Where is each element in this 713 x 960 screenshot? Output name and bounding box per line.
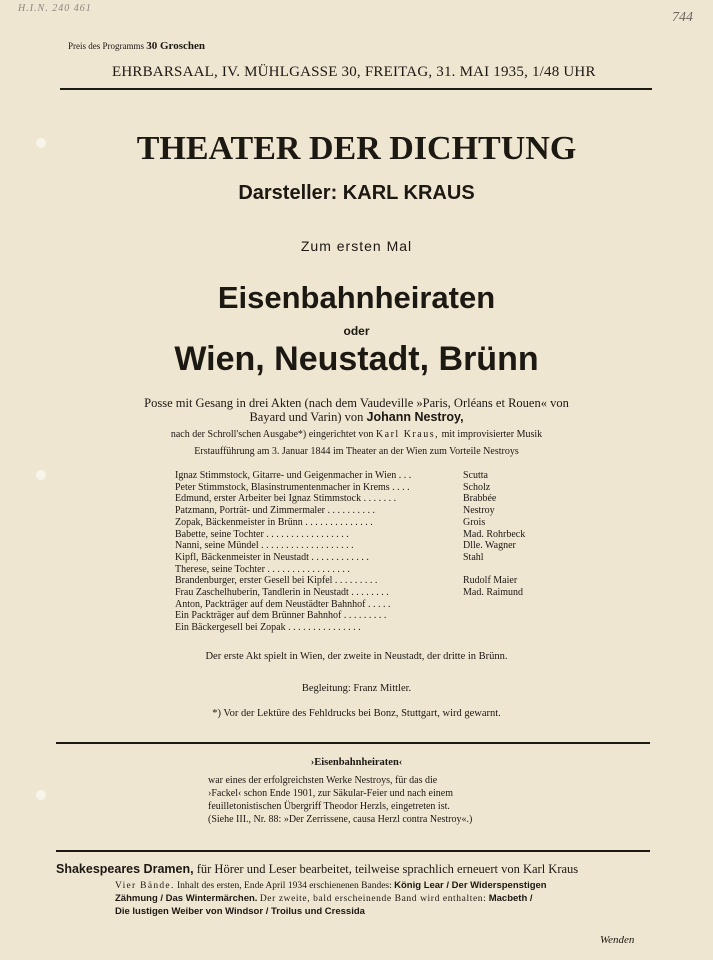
cast-actor: Stahl: [463, 551, 484, 563]
price-value: 30 Groschen: [146, 40, 206, 52]
ad-second-titles: Macbeth /: [488, 893, 533, 904]
box-top-rule: [56, 742, 650, 744]
cast-row: [175, 575, 555, 587]
play-title: Eisenbahnheiraten: [217, 280, 496, 315]
ad-second-volume: Der zweite, bald erscheinende Band wird enthalten:: [259, 894, 487, 904]
box-line-3: feuilletonistischen Übergriff Theodor Herzls, eingetreten ist.: [208, 801, 450, 812]
cast-row: [175, 610, 555, 622]
archive-note: H.I.N. 240 461: [18, 3, 92, 14]
description-line-3: [0, 429, 713, 440]
cast-row: [175, 529, 555, 541]
oder-line: oder: [343, 324, 370, 338]
box-heading: ›Eisenbahnheiraten‹: [310, 757, 403, 768]
cast-role: Peter Stimmstock, Blasinstrumentenmacher in Krems . . . .: [175, 481, 410, 493]
box-line-1: war eines der erfolgreichsten Werke Nestroys, für das die: [208, 775, 438, 786]
cast-actor: Scutta: [463, 470, 488, 481]
description-line-3-start: nach der Schroll'schen Ausgabe*) eingerichtet von: [170, 429, 374, 440]
header-rule: [60, 88, 652, 90]
performer-line: Darsteller: KARL KRAUS: [238, 182, 475, 204]
price-line: [68, 40, 205, 52]
price-label: Preis des Programms: [68, 41, 144, 51]
description-line-3-end: mit improvisierter Musik: [441, 429, 543, 440]
box-line-4: (Siehe III., Nr. 88: »Der Zerrissene, causa Herzl contra Nestroy«.): [208, 814, 473, 825]
ad-line-4: Die lustigen Weiber von Windsor / Troilus und Cressida: [115, 906, 365, 917]
description-line-2: [0, 410, 713, 425]
cast-actor: Rudolf Maier: [463, 575, 518, 587]
ad-volumes: Vier Bände.: [115, 881, 175, 891]
ad-line-3: [115, 893, 533, 904]
cast-role: Patzmann, Porträt- und Zimmermaler . . . . . . . . . .: [175, 505, 375, 517]
cast-role: Ignaz Stimmstock, Gitarre- und Geigenmacher in Wien . . .: [175, 470, 412, 481]
main-title: THEATER DER DICHTUNG: [136, 130, 577, 167]
cast-actor: Nestroy: [463, 505, 495, 517]
cast-row: [175, 587, 555, 599]
cast-role: Ein Packträger auf dem Brünner Bahnhof . . . . . . . . .: [175, 610, 387, 622]
cast-role: Babette, seine Tochter . . . . . . . . . . . . . . . . .: [175, 528, 349, 540]
ad-first-titles: König Lear / Der Widerspenstigen: [394, 880, 547, 891]
first-time-line: Zum ersten Mal: [300, 238, 413, 254]
cast-role: Anton, Packträger auf dem Neustädter Bahnhof . . . . .: [175, 598, 391, 610]
venue-line: EHRBARSAAL, IV. MÜHLGASSE 30, FREITAG, 31. MAI 1935, 1/48 UHR: [112, 64, 596, 80]
cast-row: [175, 552, 555, 564]
cast-actor: Mad. Raimund: [463, 587, 523, 598]
acts-note: Der erste Akt spielt in Wien, der zweite in Neustadt, der dritte in Brünn.: [205, 651, 508, 662]
cast-actor: Grois: [463, 516, 486, 528]
ad-title: Shakespeares Dramen,: [56, 862, 194, 876]
page-number: 744: [672, 10, 693, 25]
adapter-name: Karl Kraus,: [375, 429, 440, 440]
cast-row: [175, 599, 555, 611]
play-subtitle: Wien, Neustadt, Brünn: [174, 340, 539, 378]
cast-actor: Brabbée: [463, 493, 497, 505]
cast-row: [175, 622, 555, 634]
cast-row: [175, 505, 555, 517]
cast-role: Therese, seine Tochter . . . . . . . . . . . . . . . . .: [175, 563, 350, 575]
ad-line-1: [56, 862, 578, 877]
cast-actor: Scholz: [463, 481, 491, 493]
box-bottom-rule: [56, 850, 650, 852]
cast-row: [175, 517, 555, 529]
accompaniment-note: Begleitung: Franz Mittler.: [301, 683, 412, 694]
description-line-1: Posse mit Gesang in drei Akten (nach dem Vaudeville »Paris, Orléans et Rouen« von: [144, 396, 569, 410]
ad-line-2: [115, 880, 547, 891]
cast-row: [175, 493, 555, 505]
ad-first-volume: Inhalt des ersten, Ende April 1934 erschienenen Bandes:: [177, 881, 392, 891]
cast-role: Edmund, erster Arbeiter bei Ignaz Stimmstock . . . . . . .: [175, 493, 397, 505]
cast-role: Zopak, Bäckenmeister in Brünn . . . . . . . . . . . . . .: [175, 516, 373, 528]
description-line-2-text: Bayard und Varin) von: [249, 410, 364, 424]
cast-row: [175, 564, 555, 576]
cast-row: [175, 482, 555, 494]
footnote: *) Vor der Lektüre des Fehldrucks bei Bonz, Stuttgart, wird gewarnt.: [212, 708, 501, 719]
cast-actor: Dlle. Wagner: [463, 540, 516, 552]
author-name: Johann Nestroy,: [366, 410, 464, 424]
premiere-line: Erstaufführung am 3. Januar 1844 im Theater an der Wien zum Vorteile Nestroys: [194, 446, 519, 457]
cast-row: [175, 470, 555, 482]
cast-role: Ein Bäckergesell bei Zopak . . . . . . . . . . . . . . .: [175, 622, 361, 634]
box-line-2: ›Fackel‹ schon Ende 1901, zur Säkular-Feier und nach einem: [208, 788, 453, 799]
cast-role: Kipfl, Bäckenmeister in Neustadt . . . . . . . . . . . .: [175, 551, 369, 563]
cast-role: Frau Zaschelhuberin, Tandlerin in Neustadt . . . . . . . .: [175, 587, 389, 598]
punch-hole-bottom: [36, 790, 46, 800]
cast-row: [175, 540, 555, 552]
ad-first-titles-cont: Zähmung / Das Wintermärchen.: [115, 893, 258, 904]
box-paragraph: [208, 774, 500, 826]
turn-page-note: Wenden: [600, 934, 635, 946]
cast-actor: Mad. Rohrbeck: [463, 528, 526, 540]
ad-title-rest: für Hörer und Leser bearbeitet, teilweise sprachlich erneuert von Karl Kraus: [196, 862, 579, 876]
cast-role: Brandenburger, erster Gesell bei Kipfel . . . . . . . . .: [175, 575, 378, 587]
punch-hole-middle: [36, 470, 46, 480]
cast-role: Nanni, seine Mündel . . . . . . . . . . . . . . . . . . .: [175, 540, 354, 552]
